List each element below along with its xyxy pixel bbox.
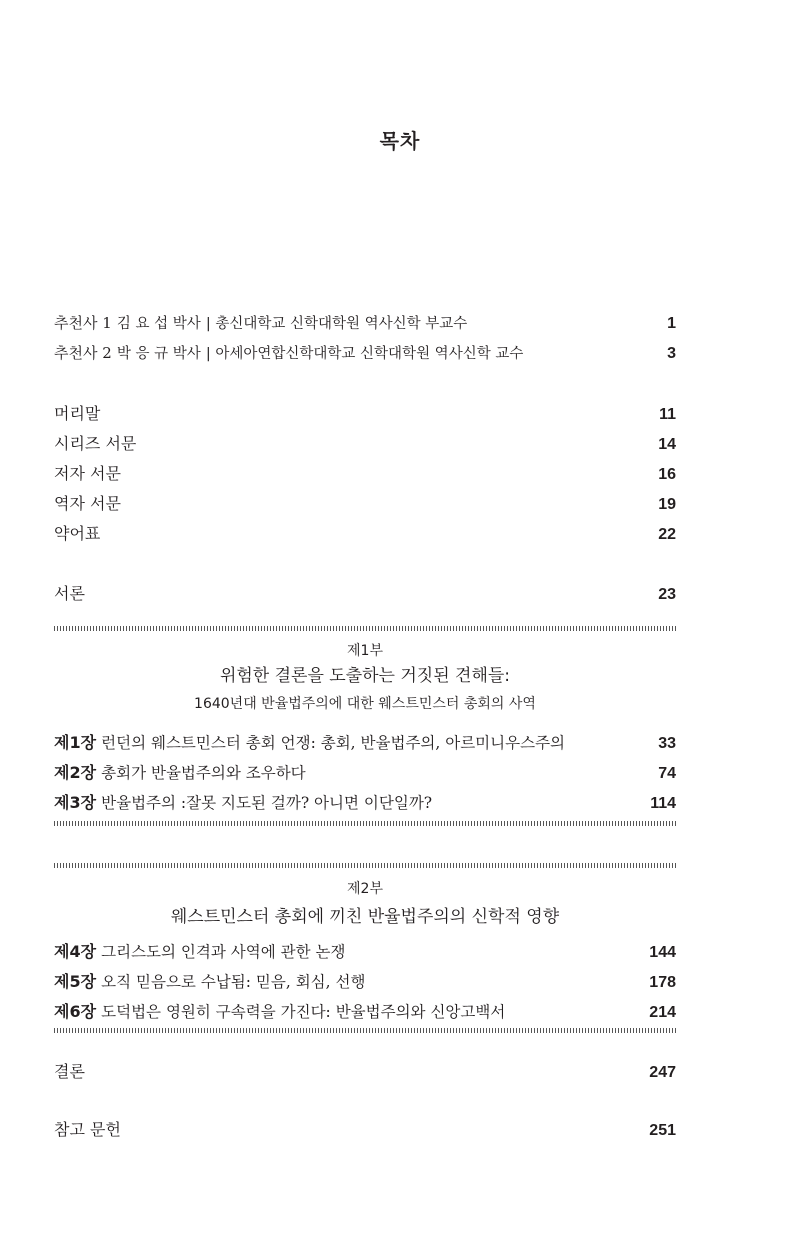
page-number: 74 — [658, 765, 676, 782]
toc-entry-chapter-3[interactable] — [54, 790, 676, 813]
section-divider — [54, 1028, 676, 1033]
entry-prefix: 추천사 1 — [54, 314, 112, 332]
chapter-number: 제2장 — [54, 763, 97, 782]
entry-affiliation: 총신대학교 신학대학원 역사신학 부교수 — [215, 316, 468, 332]
entry-author: 김 요 섭 박사 — [116, 316, 201, 332]
toc-entry-recommendation-2[interactable]: 추천사 2 박 응 규 박사 | 아세아연합신학대학교 신학대학원 역사신학 교수 3 — [54, 344, 676, 362]
toc-entry-chapter-6[interactable] — [54, 999, 676, 1022]
page-number: 1 — [667, 315, 676, 332]
chapter-title: 총회가 반율법주의와 조우하다 — [101, 764, 306, 782]
chapter-number: 제4장 — [54, 942, 97, 961]
part-title: 웨스트민스터 총회에 끼친 반율법주의의 신학적 영향 — [170, 907, 560, 927]
chapter-number: 제1장 — [54, 733, 97, 752]
chapter-number: 제3장 — [54, 793, 97, 812]
part-title: 위험한 결론을 도출하는 거짓된 견해들: — [219, 666, 511, 686]
toc-entry-bibliography[interactable] — [54, 1117, 676, 1140]
section-divider — [54, 821, 676, 826]
section-divider — [54, 626, 676, 631]
section-divider — [54, 863, 676, 868]
toc-entry-chapter-1[interactable] — [54, 730, 676, 753]
entry-label: 참고 문헌 — [54, 1120, 121, 1139]
entry-label: 저자 서문 — [54, 464, 121, 483]
chapter-title: 런던의 웨스트민스터 총회 언쟁: 총회, 반율법주의, 아르미니우스주의 — [101, 734, 566, 752]
page-number: 114 — [650, 795, 676, 812]
toc-entry-chapter-4[interactable] — [54, 939, 676, 962]
page-number: 33 — [658, 735, 676, 752]
toc-entry-introduction[interactable] — [54, 581, 676, 604]
chapter-number: 제5장 — [54, 972, 97, 991]
part-2-header — [54, 878, 676, 898]
entry-label: 시리즈 서문 — [54, 434, 137, 453]
part-subtitle: 1640년대 반율법주의에 대한 웨스트민스터 총회의 사역 — [194, 696, 536, 712]
entry-author: 박 응 규 박사 — [116, 346, 201, 362]
entry-label: 약어표 — [54, 524, 101, 543]
part-number: 제1부 — [347, 643, 383, 659]
entry-label: 머리말 — [54, 404, 101, 423]
entry-label: 결론 — [54, 1062, 85, 1081]
page-number: 11 — [659, 406, 676, 423]
toc-entry-series-preface[interactable] — [54, 431, 676, 454]
page-number: 19 — [658, 496, 676, 513]
toc-entry-author-preface[interactable] — [54, 461, 676, 484]
toc-entry-abbreviations[interactable] — [54, 521, 676, 544]
chapter-title: 도덕법은 영원히 구속력을 가진다: 반율법주의와 신앙고백서 — [101, 1003, 506, 1021]
toc-entry-chapter-5[interactable] — [54, 969, 676, 992]
entry-affiliation: 아세아연합신학대학교 신학대학원 역사신학 교수 — [215, 346, 524, 362]
chapter-title: 반율법주의 :잘못 지도된 걸까? 아니면 이단일까? — [101, 794, 433, 812]
chapter-number: 제6장 — [54, 1002, 97, 1021]
page-number: 3 — [667, 345, 676, 362]
entry-label: 역자 서문 — [54, 494, 121, 513]
toc-entry-chapter-2[interactable] — [54, 760, 676, 783]
page-number: 178 — [649, 974, 676, 991]
toc-entry-recommendation-1[interactable]: 추천사 1 김 요 섭 박사 | 총신대학교 신학대학원 역사신학 부교수 1 — [54, 314, 676, 332]
entry-label: 서론 — [54, 584, 85, 603]
toc-entry-conclusion[interactable] — [54, 1059, 676, 1082]
part-number: 제2부 — [347, 881, 383, 897]
page-number: 14 — [658, 436, 676, 453]
page-number: 247 — [649, 1064, 676, 1081]
toc-entry-preface[interactable] — [54, 401, 676, 424]
entry-prefix: 추천사 2 — [54, 344, 112, 362]
page-number: 251 — [649, 1122, 676, 1139]
page-number: 22 — [658, 526, 676, 543]
page-number: 144 — [649, 944, 676, 961]
page-title: 목차 — [379, 129, 421, 153]
page-number: 23 — [658, 586, 676, 603]
toc-entry-translator-preface[interactable] — [54, 491, 676, 514]
page-number: 214 — [649, 1004, 676, 1021]
page-number: 16 — [658, 466, 676, 483]
chapter-title: 그리스도의 인격과 사역에 관한 논쟁 — [101, 943, 346, 961]
part-1-header — [54, 640, 676, 660]
chapter-title: 오직 믿음으로 수납됨: 믿음, 회심, 선행 — [101, 973, 366, 991]
